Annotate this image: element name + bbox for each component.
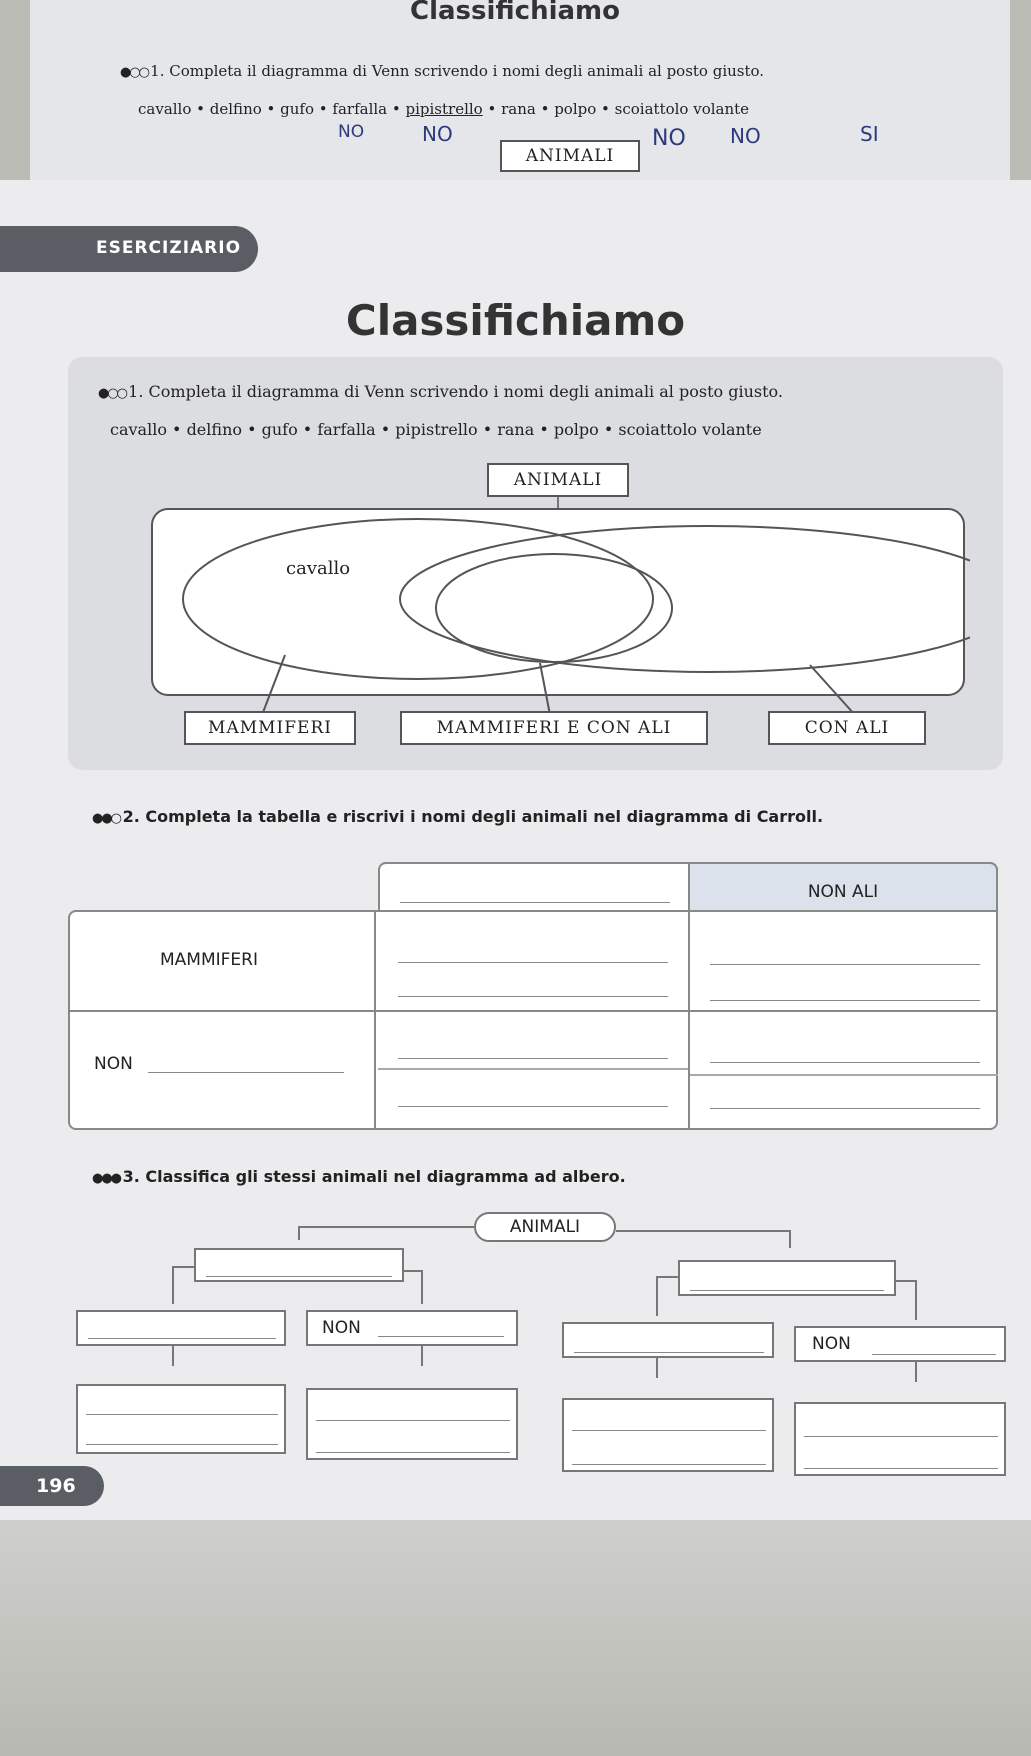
- cell-1-2-line-1[interactable]: [710, 964, 980, 965]
- exercise3-title: ●●● 3. Classifica gli stessi animali nel diagramma ad albero.: [92, 1167, 626, 1186]
- top-page-title: Classifichiamo: [410, 0, 621, 26]
- tree-level1-left: [194, 1248, 404, 1282]
- tree-level2-d-blank[interactable]: [872, 1354, 996, 1355]
- tree-l2-b-v: [421, 1346, 423, 1366]
- cell-2-2-line-2[interactable]: [710, 1108, 980, 1109]
- tree-root-left-h: [298, 1226, 474, 1228]
- tree-l1-right-branch-h: [656, 1276, 678, 1278]
- tree-l1-right-branch-h2: [896, 1280, 916, 1282]
- handwritten-no-1: NO: [338, 122, 365, 142]
- cell-2-2-line-1[interactable]: [710, 1062, 980, 1063]
- tree-leaf-d-line-1[interactable]: [804, 1436, 998, 1437]
- exercise1-animal-list: cavallo • delfino • gufo • farfalla • pipistrello • rana • polpo • scoiattolo volante: [110, 420, 762, 439]
- handwritten-no-4: NO: [730, 124, 761, 148]
- page-number: 196: [36, 1475, 76, 1497]
- carroll-body: [68, 910, 998, 1130]
- venn-cavallo: cavallo: [286, 558, 351, 579]
- page-title: Classifichiamo: [345, 296, 686, 345]
- exercise1-title: ●○○ 1. Completa il diagramma di Venn scrivendo i nomi degli animali al posto giusto.: [98, 382, 783, 401]
- tree-root-right-v: [789, 1230, 791, 1248]
- handwritten-no-3: NO: [652, 126, 686, 151]
- tree-non-right: NON: [812, 1334, 851, 1354]
- cell-2-1-line-1[interactable]: [398, 1058, 668, 1059]
- carroll-table: [68, 862, 998, 1130]
- tree-leaf-a-line-1[interactable]: [86, 1414, 278, 1415]
- cell-1-1-line-2[interactable]: [398, 996, 668, 997]
- tree-level1-right-blank[interactable]: [690, 1290, 884, 1291]
- tree-level2-d: [794, 1326, 1006, 1362]
- carroll-divider-v1: [374, 910, 376, 1130]
- cell-1-2-line-2[interactable]: [710, 1000, 980, 1001]
- exercise2-title: ●●○ 2. Completa la tabella e riscrivi i nomi degli animali nel diagramma di Carroll.: [92, 807, 824, 826]
- tree-level2-a: [76, 1310, 286, 1346]
- section-badge: [0, 226, 258, 272]
- carroll-divider-v2: [688, 910, 690, 1130]
- section-label: ESERCIZIARIO: [96, 238, 242, 258]
- label-con-ali: CON ALI: [768, 711, 926, 745]
- cell-2-1-line-2[interactable]: [398, 1106, 668, 1107]
- tree-l1-left-branch-v2: [421, 1270, 423, 1304]
- tree-root-animali: ANIMALI: [474, 1212, 616, 1242]
- tree-l1-left-branch-h: [172, 1266, 194, 1268]
- previous-page-strip: [30, 0, 1010, 200]
- carroll-header-blank-line[interactable]: [400, 902, 670, 903]
- venn-root-box: ANIMALI: [487, 463, 629, 497]
- cell-1-1-line-1[interactable]: [398, 962, 668, 963]
- tree-l2-c-v: [656, 1358, 658, 1378]
- handwritten-no-2: NO: [422, 122, 453, 146]
- carroll-divider-h: [68, 1010, 998, 1012]
- tree-non-left: NON: [322, 1318, 361, 1338]
- tree-leaf-c: [562, 1398, 774, 1472]
- venn-diagram: [150, 505, 970, 735]
- top-animali-box: ANIMALI: [500, 140, 640, 172]
- venn-universe: [152, 509, 964, 695]
- label-mammiferi: MAMMIFERI: [184, 711, 356, 745]
- page-number-badge: [0, 1466, 104, 1506]
- tree-level1-right: [678, 1260, 896, 1296]
- tree-leaf-b-line-2[interactable]: [316, 1452, 510, 1453]
- cell-2-1-midline: [378, 1068, 688, 1070]
- carroll-row-non-blank[interactable]: [148, 1072, 344, 1073]
- tree-level2-b: [306, 1310, 518, 1346]
- tree-l1-right-branch-v: [656, 1276, 658, 1316]
- tree-root-right-h: [616, 1230, 790, 1232]
- background-floor: [0, 1520, 1031, 1756]
- tree-l1-right-branch-v2: [915, 1280, 917, 1320]
- tree-leaf-a-line-2[interactable]: [86, 1444, 278, 1445]
- tree-root-left-v: [298, 1226, 300, 1240]
- tree-leaf-c-line-1[interactable]: [572, 1430, 766, 1431]
- tree-level2-a-blank[interactable]: [88, 1338, 276, 1339]
- cell-2-2-midline: [690, 1074, 998, 1076]
- tree-leaf-a: [76, 1384, 286, 1454]
- tree-leaf-d: [794, 1402, 1006, 1476]
- tree-leaf-b-line-1[interactable]: [316, 1420, 510, 1421]
- handwritten-si: SI: [860, 122, 879, 146]
- carroll-header-non-ali: NON ALI: [807, 882, 879, 902]
- tree-l2-d-v: [915, 1362, 917, 1382]
- tree-leaf-c-line-2[interactable]: [572, 1464, 766, 1465]
- tree-leaf-d-line-2[interactable]: [804, 1468, 998, 1469]
- carroll-row-non: NON: [94, 1054, 133, 1074]
- top-exercise1-title: ●○○ 1. Completa il diagramma di Venn scrivendo i nomi degli animali al posto giusto.: [120, 62, 765, 80]
- tree-level1-left-blank[interactable]: [206, 1276, 392, 1277]
- top-animal-list: cavallo • delfino • gufo • farfalla • pipistrello • rana • polpo • scoiattolo volante: [138, 100, 750, 118]
- carroll-row-mammiferi: MAMMIFERI: [160, 950, 258, 970]
- label-mammiferi-e-con-ali: MAMMIFERI E CON ALI: [400, 711, 708, 745]
- tree-level2-c-blank[interactable]: [574, 1352, 764, 1353]
- tree-l1-left-branch-v: [172, 1266, 174, 1304]
- tree-leaf-b: [306, 1388, 518, 1460]
- tree-level2-c: [562, 1322, 774, 1358]
- tree-l2-a-v: [172, 1346, 174, 1366]
- tree-l1-left-branch-h2: [404, 1270, 422, 1272]
- tree-level2-b-blank[interactable]: [378, 1336, 504, 1337]
